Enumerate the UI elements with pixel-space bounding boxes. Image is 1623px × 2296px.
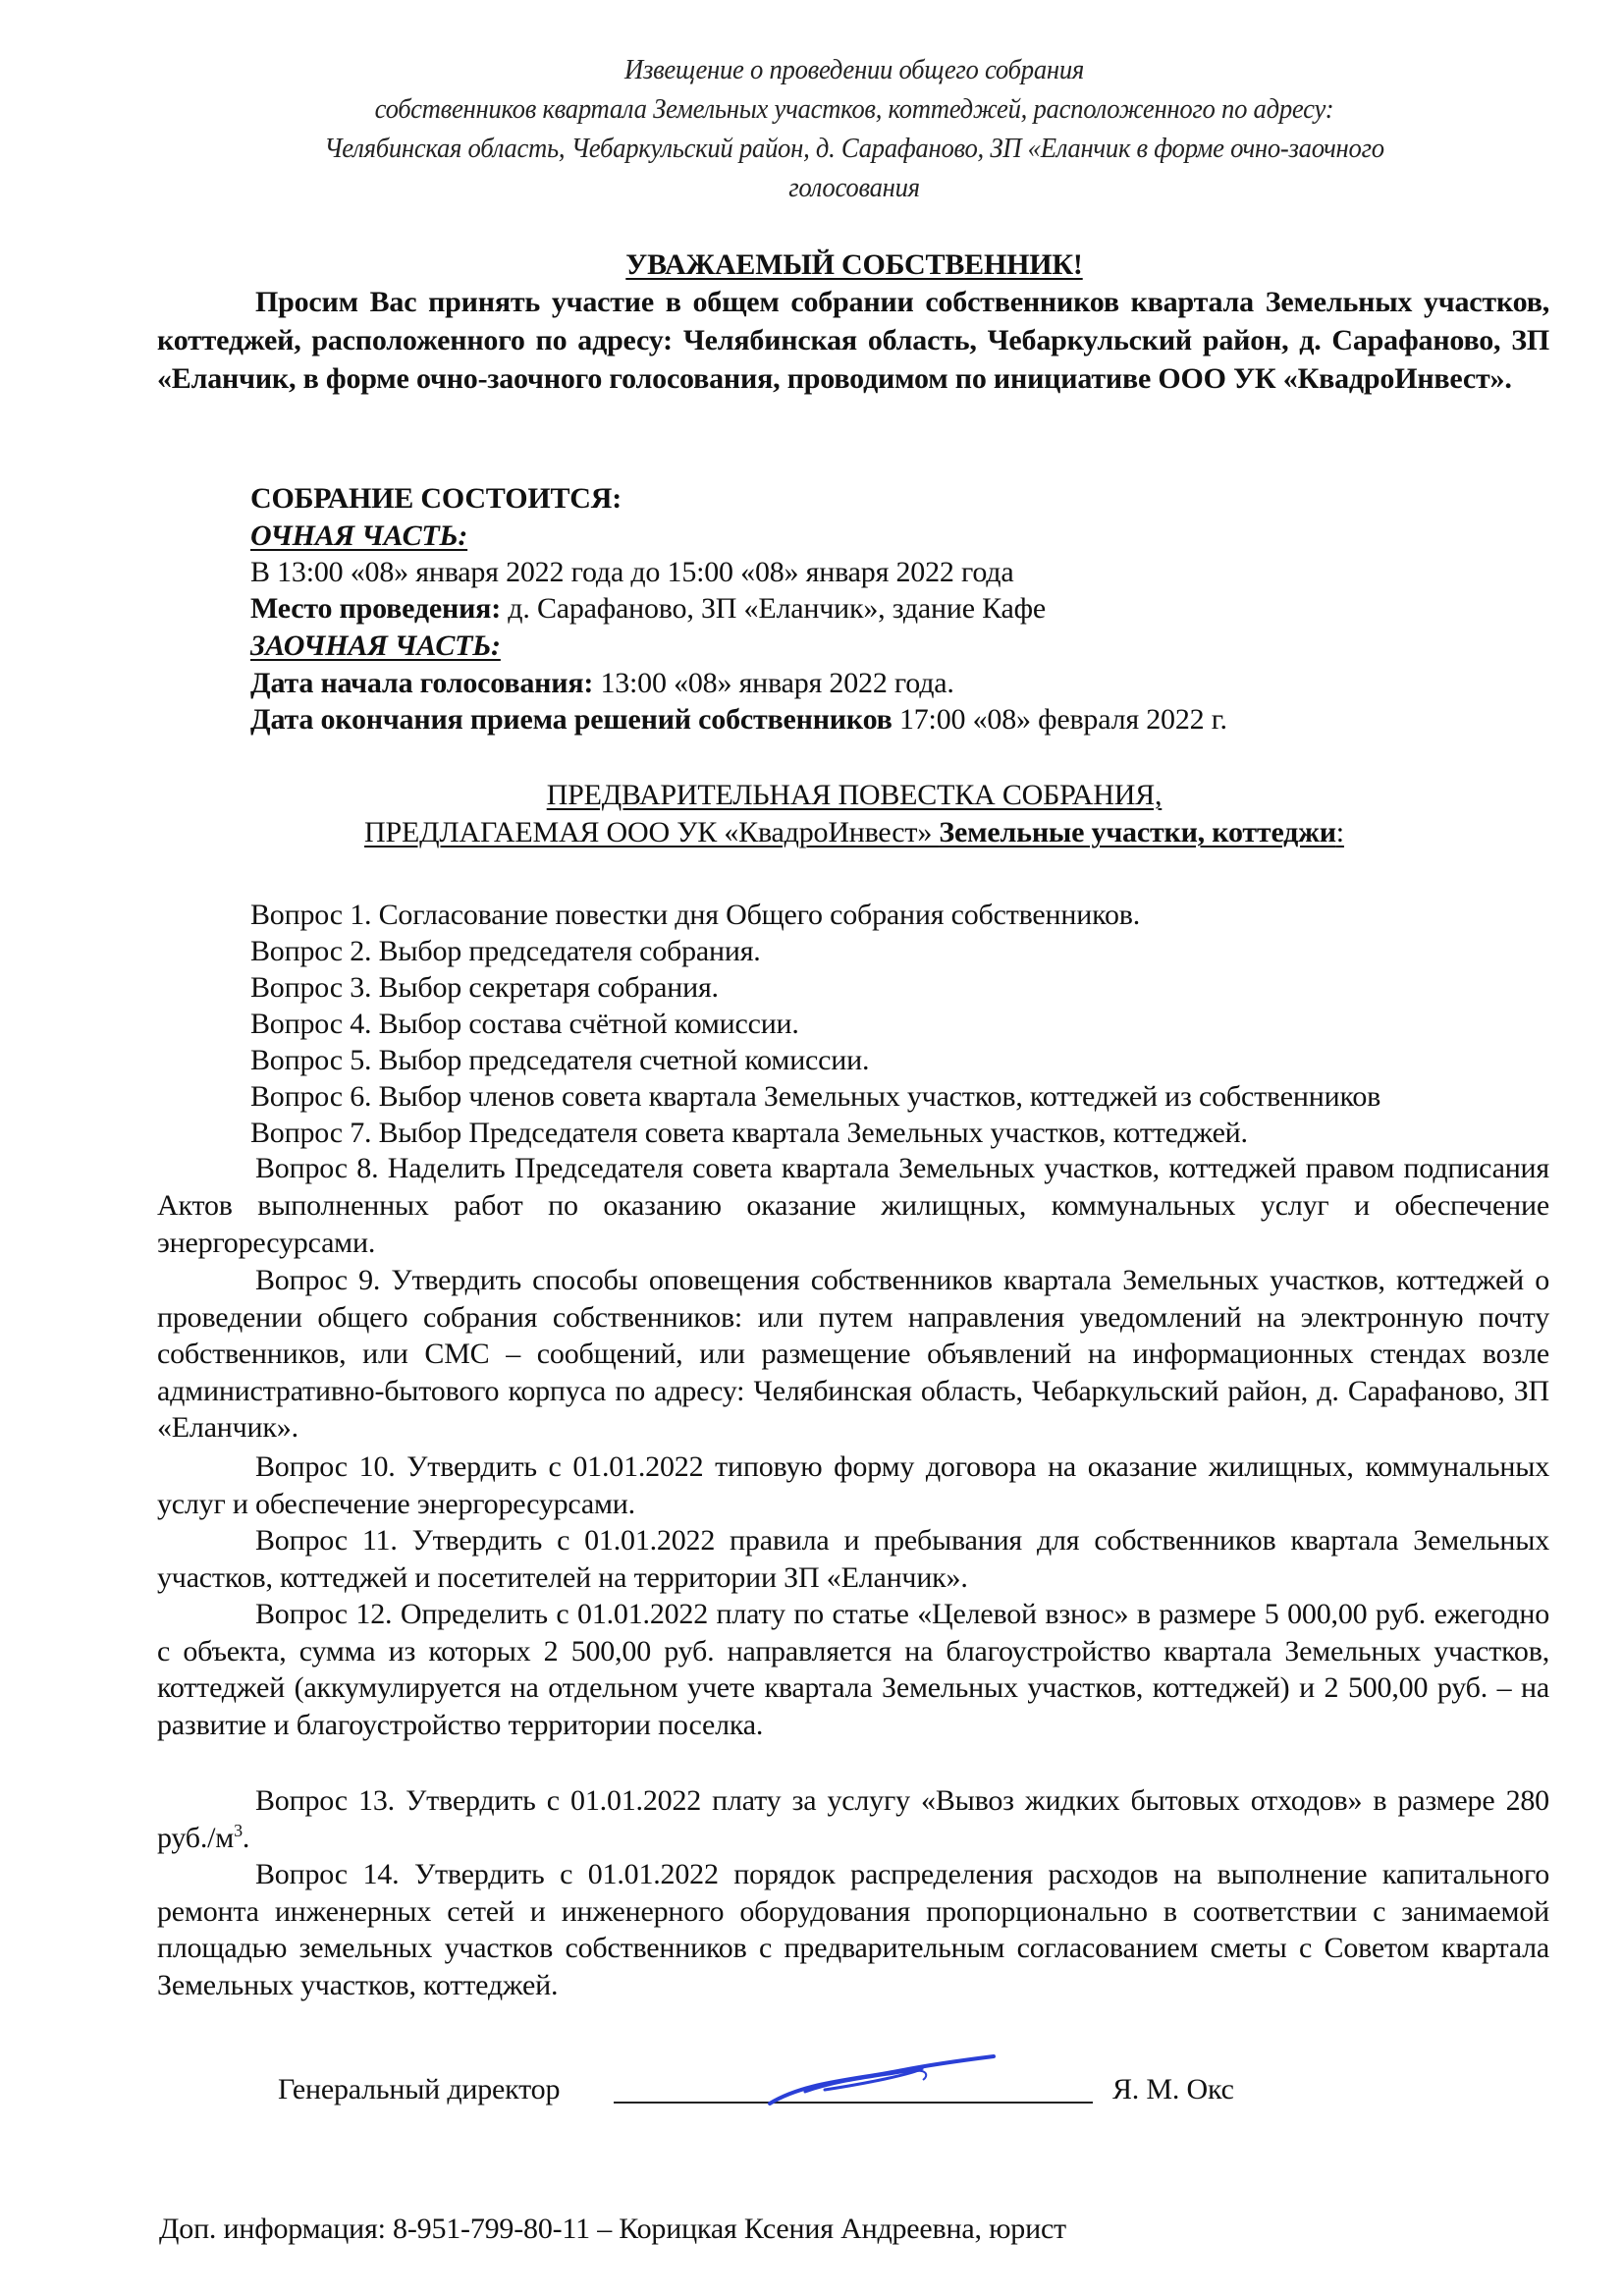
header-line-1: Извещение о проведении общего собрания [623, 54, 1085, 85]
voting-start-label: Дата начала голосования: [250, 667, 594, 699]
meeting-place [250, 589, 1046, 628]
header-line-2: собственников квартала Земельных участков, коттеджей, расположенного по адресу: [374, 93, 1334, 125]
agenda-item-5: Вопрос 5. Выбор председателя счетной комиссии. [250, 1044, 870, 1076]
agenda-item-3: Вопрос 3. Выбор секретаря собрания. [250, 971, 719, 1004]
signer-position: Генеральный директор [278, 2073, 561, 2105]
absentee-label: ЗАОЧНАЯ ЧАСТЬ: [250, 629, 501, 662]
agenda-title-line-1: ПРЕДВАРИТЕЛЬНАЯ ПОВЕСТКА СОБРАНИЯ, [546, 779, 1163, 811]
voting-end-label: Дата окончания приема решений собственников [250, 703, 893, 736]
agenda-item-14: Вопрос 14. Утвердить с 01.01.2022 порядок распределения расходов на выполнение капитального ремонта инженерных сетей и инженерного оборудования пропорционально в соответствии с занимаемой площадью земельных участков собственников с предварительным согласованием сметы с Советом квартала Земельных участков, коттеджей. [157, 1858, 1549, 2001]
in-person-label: ОЧНАЯ ЧАСТЬ: [250, 519, 468, 552]
meeting-title: СОБРАНИЕ СОСТОИТСЯ: [250, 482, 622, 515]
agenda-item-4: Вопрос 4. Выбор состава счётной комиссии. [250, 1008, 799, 1040]
place-label: Место проведения: [250, 592, 501, 625]
voting-start-value: 13:00 «08» января 2022 года. [593, 667, 954, 699]
agenda-item-11: Вопрос 11. Утвердить с 01.01.2022 правила и пребывания для собственников квартала Земельных участков, коттеджей и посетителей на территории ЗП «Еланчик». [157, 1524, 1549, 1594]
voting-end-value: 17:00 «08» февраля 2022 г. [892, 703, 1227, 736]
intro-paragraph: Просим Вас принять участие в общем собрании собственников квартала Земельных участков, коттеджей, расположенного по адресу: Челябинская область, Чебаркульский район, д. Сарафаново, ЗП «Еланчик, в форме очно-заочного голосования, проводимом по инициативе ООО УК «КвадроИнвест». [157, 286, 1549, 395]
agenda-item-1: Вопрос 1. Согласование повестки дня Общего собрания собственников. [250, 899, 1141, 931]
agenda-title-plain: ПРЕДЛАГАЕМАЯ ООО УК «КвадроИнвест» [364, 816, 940, 848]
cubic-superscript: 3 [234, 1820, 243, 1840]
agenda-item-13-text: Вопрос 13. Утвердить с 01.01.2022 плату за услугу «Вывоз жидких бытовых отходов» в размере 280 руб./м [157, 1784, 1549, 1854]
agenda-item-2: Вопрос 2. Выбор председателя собрания. [250, 935, 761, 967]
agenda-item-10: Вопрос 10. Утвердить с 01.01.2022 типовую форму договора на оказание жилищных, коммунальных услуг и обеспечение энергоресурсами. [157, 1450, 1549, 1520]
voting-end [250, 700, 1227, 738]
header-line-4: голосования [788, 172, 920, 203]
contact-info: Доп. информация: 8-951-799-80-11 – Корицкая Ксения Андреевна, юрист [159, 2213, 1066, 2245]
signature-scribble-icon [766, 2052, 1001, 2111]
agenda-title-line-2 [157, 813, 1551, 851]
agenda-item-7: Вопрос 7. Выбор Председателя совета квартала Земельных участков, коттеджей. [250, 1117, 1248, 1149]
agenda-item-6: Вопрос 6. Выбор членов совета квартала Земельных участков, коттеджей из собственников [250, 1080, 1381, 1113]
in-person-time: В 13:00 «08» января 2022 года до 15:00 «08» января 2022 года [250, 556, 1014, 588]
agenda-item-13 [157, 1782, 1549, 1856]
agenda-title-bold: Земельные участки, коттеджи [939, 816, 1336, 848]
agenda-title-end: : [1335, 816, 1344, 848]
agenda-item-13-end: . [242, 1821, 250, 1854]
header-line-3: Челябинская область, Чебаркульский район, д. Сарафаново, ЗП «Еланчик в форме очно-заочного [324, 133, 1384, 164]
signer-name: Я. М. Окс [1112, 2073, 1234, 2105]
agenda-item-8: Вопрос 8. Наделить Председателя совета квартала Земельных участков, коттеджей правом подписания Актов выполненных работ по оказанию оказание жилищных, коммунальных услуг и обеспечение энергоресурсами. [157, 1152, 1549, 1259]
greeting-title: УВАЖАЕМЫЙ СОБСТВЕННИК! [625, 248, 1083, 281]
voting-start [250, 664, 954, 702]
place-value: д. Сарафаново, ЗП «Еланчик», здание Кафе [500, 592, 1047, 625]
agenda-item-12: Вопрос 12. Определить с 01.01.2022 плату по статье «Целевой взнос» в размере 5 000,00 руб. ежегодно с объекта, сумма из которых 2 500,00 руб. направляется на благоустройство квартала Земельных участков, коттеджей (аккумулируется на отдельном учете квартала Земельных участков, коттеджей) и 2 500,00 руб. – на развитие и благоустройство территории поселка. [157, 1598, 1549, 1741]
agenda-item-9: Вопрос 9. Утвердить способы оповещения собственников квартала Земельных участков, коттеджей о проведении общего собрания собственников: или путем направления уведомлений на электронную почту собственников, или СМС – сообщений, или размещение объявлений на информационных стендах возле административно-бытового корпуса по адресу: Челябинская область, Чебаркульский район, д. Сарафаново, ЗП «Еланчик». [157, 1264, 1549, 1444]
